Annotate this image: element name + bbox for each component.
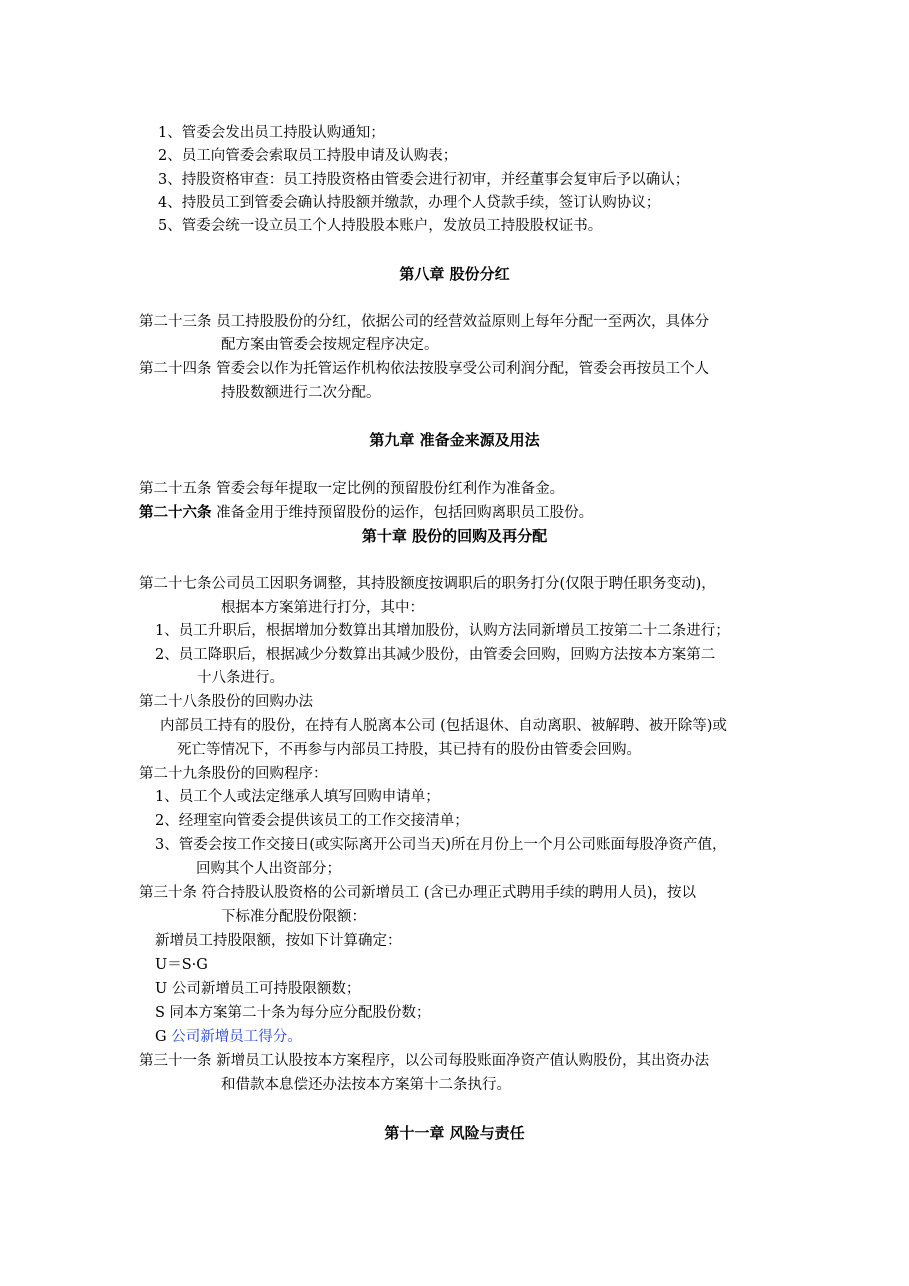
article-23-line1: 第二十三条 员工持股股份的分红，依据公司的经营效益原则上每年分配一至两次，具体分 <box>139 314 710 330</box>
chapter-heading: 第八章 股份分红 <box>399 265 510 283</box>
chapter-heading: 第十一章 风险与责任 <box>384 1124 525 1142</box>
article-23-line2: 配方案由管委会按规定程序决定。 <box>221 337 439 353</box>
article-24-line2: 持股数额进行二次分配。 <box>221 385 381 401</box>
step-item: 5、管委会统一设立员工个人持股股本账户，发放员工持股股权证书。 <box>158 218 603 234</box>
article-30-line1: 第三十条 符合持股认股资格的公司新增员工 (含已办理正式聘用手续的聘用人员)，按以 <box>139 885 697 901</box>
article-24-line1: 第二十四条 管委会以作为托管运作机构依法按股享受公司利润分配，管委会再按员工个人 <box>139 361 710 377</box>
article-29-item2: 2、经理室向管委会提供该员工的工作交接清单； <box>155 813 469 829</box>
article-27-item1: 1、员工升职后，根据增加分数算出其增加股份，认购方法同新增员工按第二十二条进行； <box>155 623 730 639</box>
step-item: 3、持股资格审查：员工持股资格由管委会进行初审，并经董事会复审后予以确认； <box>158 172 690 188</box>
formula: U＝S·G <box>155 957 208 973</box>
article-29-item1: 1、员工个人或法定继承人填写回购申请单； <box>155 789 440 805</box>
article-29-item3-line2: 回购其个人出资部分； <box>196 861 341 877</box>
article-29-item3-line1: 3、管委会按工作交接日(或实际离开公司当天)所在月份上一个月公司账面每股净资产值， <box>155 837 727 853</box>
article-28-line2: 死亡等情况下，不再参与内部员工持股，其已持有的股份由管委会回购。 <box>177 742 641 758</box>
article-27-item2-line1: 2、员工降职后，根据减少分数算出其减少股份，由管委会回购，回购方法按本方案第二 <box>155 647 716 663</box>
definition-g-label: G <box>155 1029 172 1045</box>
step-item: 4、持股员工到管委会确认持股额并缴款，办理个人贷款手续，签订认购协议； <box>158 195 661 211</box>
article-26 <box>139 503 593 523</box>
definition-s: S 同本方案第二十条为每分应分配股份数； <box>155 1005 431 1021</box>
article-27-item2-line2: 十八条进行。 <box>197 670 284 686</box>
formula-intro: 新增员工持股限额，按如下计算确定： <box>155 933 402 949</box>
article-27-line1: 第二十七条公司员工因职务调整，其持股额度按调职后的职务打分(仅限于聘任职务变动)， <box>139 576 716 592</box>
step-item: 2、员工向管委会索取员工持股申请及认购表； <box>158 148 458 164</box>
article-25: 第二十五条 管委会每年提取一定比例的预留股份红利作为准备金。 <box>139 481 565 497</box>
article-26-label: 第二十六条 <box>139 504 212 521</box>
article-31-line2: 和借款本息偿还办法按本方案第十二条执行。 <box>221 1077 511 1093</box>
article-29-title: 第二十九条股份的回购程序： <box>139 766 328 782</box>
article-26-text: 准备金用于维持预留股份的运作，包括回购离职员工股份。 <box>211 505 594 521</box>
definition-g <box>155 1027 302 1047</box>
chapter-heading: 第十章 股份的回购及再分配 <box>361 527 548 545</box>
step-item: 1、管委会发出员工持股认购通知； <box>158 125 385 141</box>
article-30-line2: 下标准分配股份限额： <box>221 909 366 925</box>
definition-g-text: 公司新增员工得分。 <box>171 1029 302 1045</box>
definition-u: U 公司新增员工可持股限额数； <box>155 981 361 997</box>
article-28-title: 第二十八条股份的回购办法 <box>139 694 313 710</box>
article-27-line2: 根据本方案第进行打分，其中： <box>221 600 424 616</box>
chapter-heading: 第九章 准备金来源及用法 <box>369 431 540 449</box>
article-28-line1: 内部员工持有的股份，在持有人脱离本公司 (包括退休、自动离职、被解聘、被开除等)或 <box>160 718 727 734</box>
article-31-line1: 第三十一条 新增员工认股按本方案程序，以公司每股账面净资产值认购股份，其出资办法 <box>139 1053 710 1069</box>
